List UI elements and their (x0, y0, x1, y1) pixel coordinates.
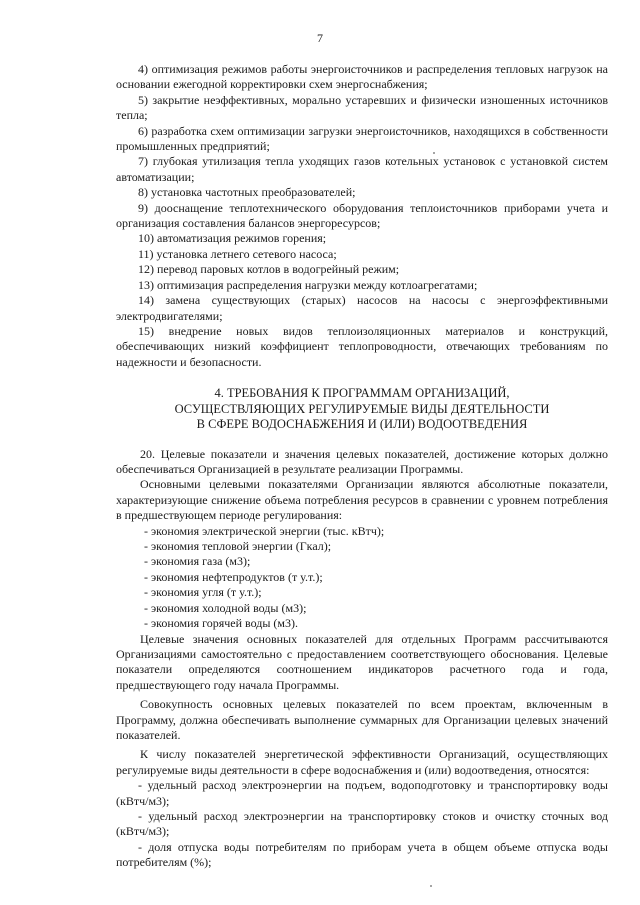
economy-item: - экономия электрической энергии (тыс. кВтч); (144, 523, 385, 538)
list-item-11: 11) установка летнего сетевого насоса; (138, 246, 337, 261)
paragraph-main-indicators: Основными целевыми показателями Организации являются абсолютные показатели, характеризующие снижение объема потребления ресурсов в сравнении с уровнем потребления в предшествующем периоде регулирования: (116, 477, 608, 523)
list-item-7: 7) глубокая утилизация тепла уходящих газов котельных установок с установкой систем автоматизации; (116, 154, 608, 184)
scan-speck (430, 885, 432, 887)
list-item-9: 9) дооснащение теплотехнического оборудования теплоисточников приборами учета и организация составления балансов энергоресурсов; (116, 200, 608, 231)
economy-item: - экономия нефтепродуктов (т у.т.); (144, 569, 323, 584)
indicator-item: - доля отпуска воды потребителям по приборам учета в общем объеме отпуска воды потребителям (%); (116, 839, 608, 870)
list-item-5: 5) закрытие неэффективных, морально устаревших и физически изношенных источников тепла; (116, 92, 608, 123)
paragraph-20: 20. Целевые показатели и значения целевых показателей, достижение которых должно обеспечиваться Организацией в результате реализации Программы. (116, 446, 608, 477)
list-item-15: 15) внедрение новых видов теплоизоляционных материалов и конструкций, обеспечивающих низкий коэффициент теплопроводности, отвечающих требованиям по надежности и безопасности. (116, 323, 608, 369)
list-item-12: 12) перевод паровых котлов в водогрейный режим; (138, 262, 400, 277)
heading-line-3: В СФЕРЕ ВОДОСНАБЖЕНИЯ И (ИЛИ) ВОДООТВЕДЕНИЯ (196, 417, 528, 432)
scan-speck (433, 152, 435, 154)
paragraph-indicators: К числу показателей энергетической эффективности Организаций, осуществляющих регулируемые виды деятельности в сфере водоснабжения и (или) водоотведения, относятся: (116, 747, 608, 777)
list-item-10: 10) автоматизация режимов горения; (138, 231, 327, 246)
indicator-item: - удельный расход электроэнергии на транспортировку стоков и очистку сточных вод (кВтч/м3); (116, 808, 608, 839)
economy-item: - экономия угля (т у.т.); (144, 585, 262, 600)
page-body (116, 62, 608, 871)
list-item-13: 13) оптимизация распределения нагрузки между котлоагрегатами; (138, 277, 478, 292)
list-item-4: 4) оптимизация режимов работы энергоисточников и распределения тепловых нагрузок на основании ежегодной корректировки схем энергоснабжения; (116, 62, 608, 92)
paragraph-total: Совокупность основных целевых показателей по всем проектам, включенным в Программу, должна обеспечивать выполнение суммарных для Организации целевых значений показателей. (116, 697, 608, 742)
indicator-item: - удельный расход электроэнергии на подъем, водоподготовку и транспортировку воды (кВтч/м3); (116, 778, 608, 808)
economy-item: - экономия холодной воды (м3); (144, 600, 307, 615)
economy-item: - экономия тепловой энергии (Гкал); (144, 539, 332, 554)
economy-item: - экономия горячей воды (м3). (144, 616, 299, 631)
list-item-8: 8) установка частотных преобразователей; (138, 185, 356, 200)
paragraph-target-values: Целевые значения основных показателей для отдельных Программ рассчитываются Организациями самостоятельно с предоставлением соответствующего обоснования. Целевые показатели определяются соотношением индикаторов расчетного года и года, предшествующего году начала Программы. (116, 631, 608, 692)
list-item-14: 14) замена существующих (старых) насосов на насосы с энергоэффективными электродвигателями; (116, 293, 608, 323)
heading-line-1: 4. ТРЕБОВАНИЯ К ПРОГРАММАМ ОРГАНИЗАЦИЙ, (214, 386, 510, 401)
list-item-6: 6) разработка схем оптимизации загрузки энергоисточников, находящихся в собственности промышленных предприятий; (116, 123, 608, 154)
economy-item: - экономия газа (м3); (144, 554, 251, 569)
section-heading (116, 386, 608, 433)
page-number: 7 (317, 31, 323, 45)
heading-line-2: ОСУЩЕСТВЛЯЮЩИХ РЕГУЛИРУЕМЫЕ ВИДЫ ДЕЯТЕЛЬНОСТИ (174, 401, 550, 416)
